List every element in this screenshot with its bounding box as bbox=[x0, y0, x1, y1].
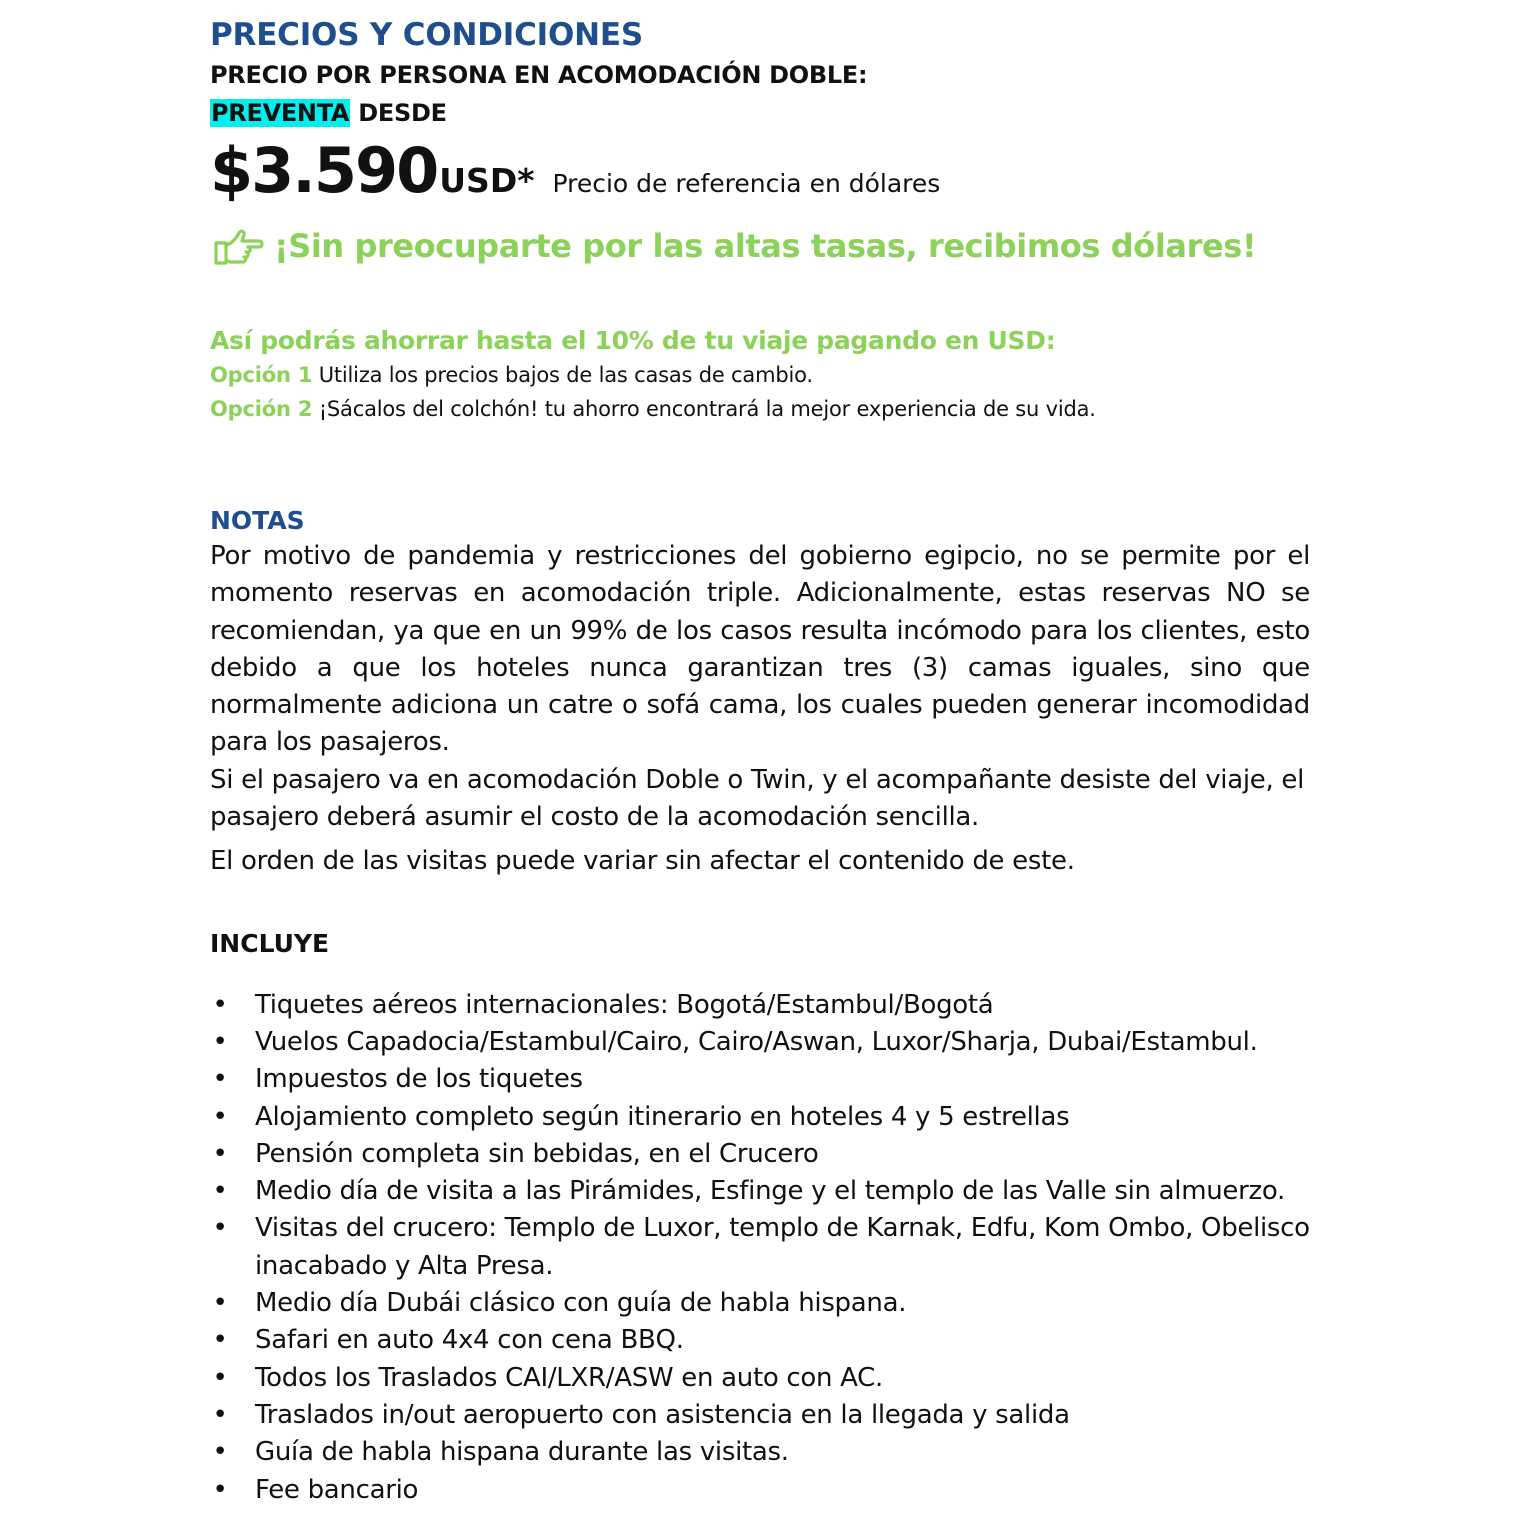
list-item bbox=[210, 1434, 1310, 1471]
bullet-icon: • bbox=[212, 1437, 228, 1468]
notes-paragraph: Por motivo de pandemia y restricciones del gobierno egipcio, no se permite por el momento reservas en acomodación triple. Adicionalmente, estas reservas NO se recomiendan, ya que en un 99% de los casos resulta incómodo para los clientes, esto debido a que los hoteles nunca garantizan tres (3) camas iguales, sino que normalmente adiciona un catre o sofá cama, los cuales pueden generar incomodidad para los pasajeros. bbox=[210, 541, 1310, 758]
price-subtitle: PRECIO POR PERSONA EN ACOMODACIÓN DOBLE: bbox=[210, 61, 868, 89]
list-item bbox=[210, 987, 1310, 1024]
bullet-icon: • bbox=[212, 1026, 228, 1057]
presale-line bbox=[210, 94, 1310, 132]
option-label: Opción 2 bbox=[210, 397, 313, 421]
savings-heading: Así podrás ahorrar hasta el 10% de tu viaje pagando en USD: bbox=[210, 326, 1056, 355]
list-item bbox=[210, 1173, 1310, 1210]
price-currency: USD* bbox=[439, 161, 535, 200]
bullet-icon: • bbox=[212, 1288, 228, 1319]
list-item-text: Safari en auto 4x4 con cena BBQ. bbox=[255, 1325, 684, 1356]
list-item bbox=[210, 1397, 1310, 1434]
notes-paragraph: Si el pasajero va en acomodación Doble o Twin, y el acompañante desiste del viaje, el pasajero deberá asumir el costo de la acomodación sencilla. bbox=[210, 764, 1305, 833]
list-item-text: Todos los Traslados CAI/LXR/ASW en auto con AC. bbox=[255, 1362, 884, 1393]
list-item-text: Pensión completa sin bebidas, en el Crucero bbox=[255, 1138, 819, 1169]
bullet-icon: • bbox=[212, 989, 228, 1020]
list-item bbox=[210, 1210, 1310, 1285]
list-item-text: Guía de habla hispana durante las visitas. bbox=[255, 1437, 789, 1468]
list-item-text: Medio día Dubái clásico con guía de habla hispana. bbox=[255, 1288, 907, 1319]
list-item-text: Vuelos Capadocia/Estambul/Cairo, Cairo/Aswan, Luxor/Sharja, Dubai/Estambul. bbox=[255, 1026, 1258, 1057]
list-item bbox=[210, 1472, 1310, 1509]
bullet-icon: • bbox=[212, 1176, 228, 1207]
pointing-hand-icon bbox=[212, 226, 264, 266]
bullet-icon: • bbox=[212, 1474, 228, 1505]
section-title: PRECIOS Y CONDICIONES bbox=[210, 17, 643, 53]
bullet-icon: • bbox=[212, 1213, 228, 1244]
notes-heading: NOTAS bbox=[210, 506, 305, 535]
list-item-text: Traslados in/out aeropuerto con asistencia en la llegada y salida bbox=[255, 1399, 1070, 1430]
option-label: Opción 1 bbox=[210, 363, 313, 387]
promo-banner bbox=[210, 220, 1310, 272]
list-item-text: Impuestos de los tiquetes bbox=[255, 1064, 583, 1095]
bullet-icon: • bbox=[212, 1138, 228, 1169]
option-text: Utiliza los precios bajos de las casas de cambio. bbox=[312, 363, 813, 387]
list-item bbox=[210, 1136, 1310, 1173]
price-row bbox=[210, 136, 1310, 216]
bullet-icon: • bbox=[212, 1399, 228, 1430]
bullet-icon: • bbox=[212, 1325, 228, 1356]
list-item bbox=[210, 1099, 1310, 1136]
list-item-text: Alojamiento completo según itinerario en hoteles 4 y 5 estrellas bbox=[255, 1101, 1070, 1132]
savings-option bbox=[210, 358, 1310, 392]
list-item bbox=[210, 1024, 1310, 1061]
list-item bbox=[210, 1322, 1310, 1359]
bullet-icon: • bbox=[212, 1064, 228, 1095]
list-item bbox=[210, 1360, 1310, 1397]
document-page bbox=[210, 0, 1310, 1509]
price-note: Precio de referencia en dólares bbox=[552, 169, 941, 198]
notes-paragraph: El orden de las visitas puede variar sin afectar el contenido de este. bbox=[210, 846, 1075, 877]
list-item bbox=[210, 1061, 1310, 1098]
bullet-icon: • bbox=[212, 1101, 228, 1132]
bullet-icon: • bbox=[212, 1362, 228, 1393]
list-item-text: Tiquetes aéreos internacionales: Bogotá/Estambul/Bogotá bbox=[255, 989, 994, 1020]
includes-list bbox=[210, 987, 1310, 1509]
list-item-text: Visitas del crucero: Templo de Luxor, templo de Karnak, Edfu, Kom Ombo, Obelisco inacabado y Alta Presa. bbox=[255, 1213, 1310, 1281]
includes-heading: INCLUYE bbox=[210, 928, 330, 958]
promo-text: ¡Sin preocuparte por las altas tasas, recibimos dólares! bbox=[274, 227, 1257, 265]
list-item-text: Medio día de visita a las Pirámides, Esfinge y el templo de las Valle sin almuerzo. bbox=[255, 1176, 1285, 1207]
presale-rest: DESDE bbox=[350, 99, 447, 127]
list-item bbox=[210, 1285, 1310, 1322]
presale-highlight: PREVENTA bbox=[211, 99, 350, 127]
price-amount: $3.590 bbox=[210, 134, 438, 207]
list-item-text: Fee bancario bbox=[255, 1474, 419, 1505]
savings-option bbox=[210, 392, 1310, 426]
option-text: ¡Sácalos del colchón! tu ahorro encontrará la mejor experiencia de su vida. bbox=[312, 397, 1096, 421]
